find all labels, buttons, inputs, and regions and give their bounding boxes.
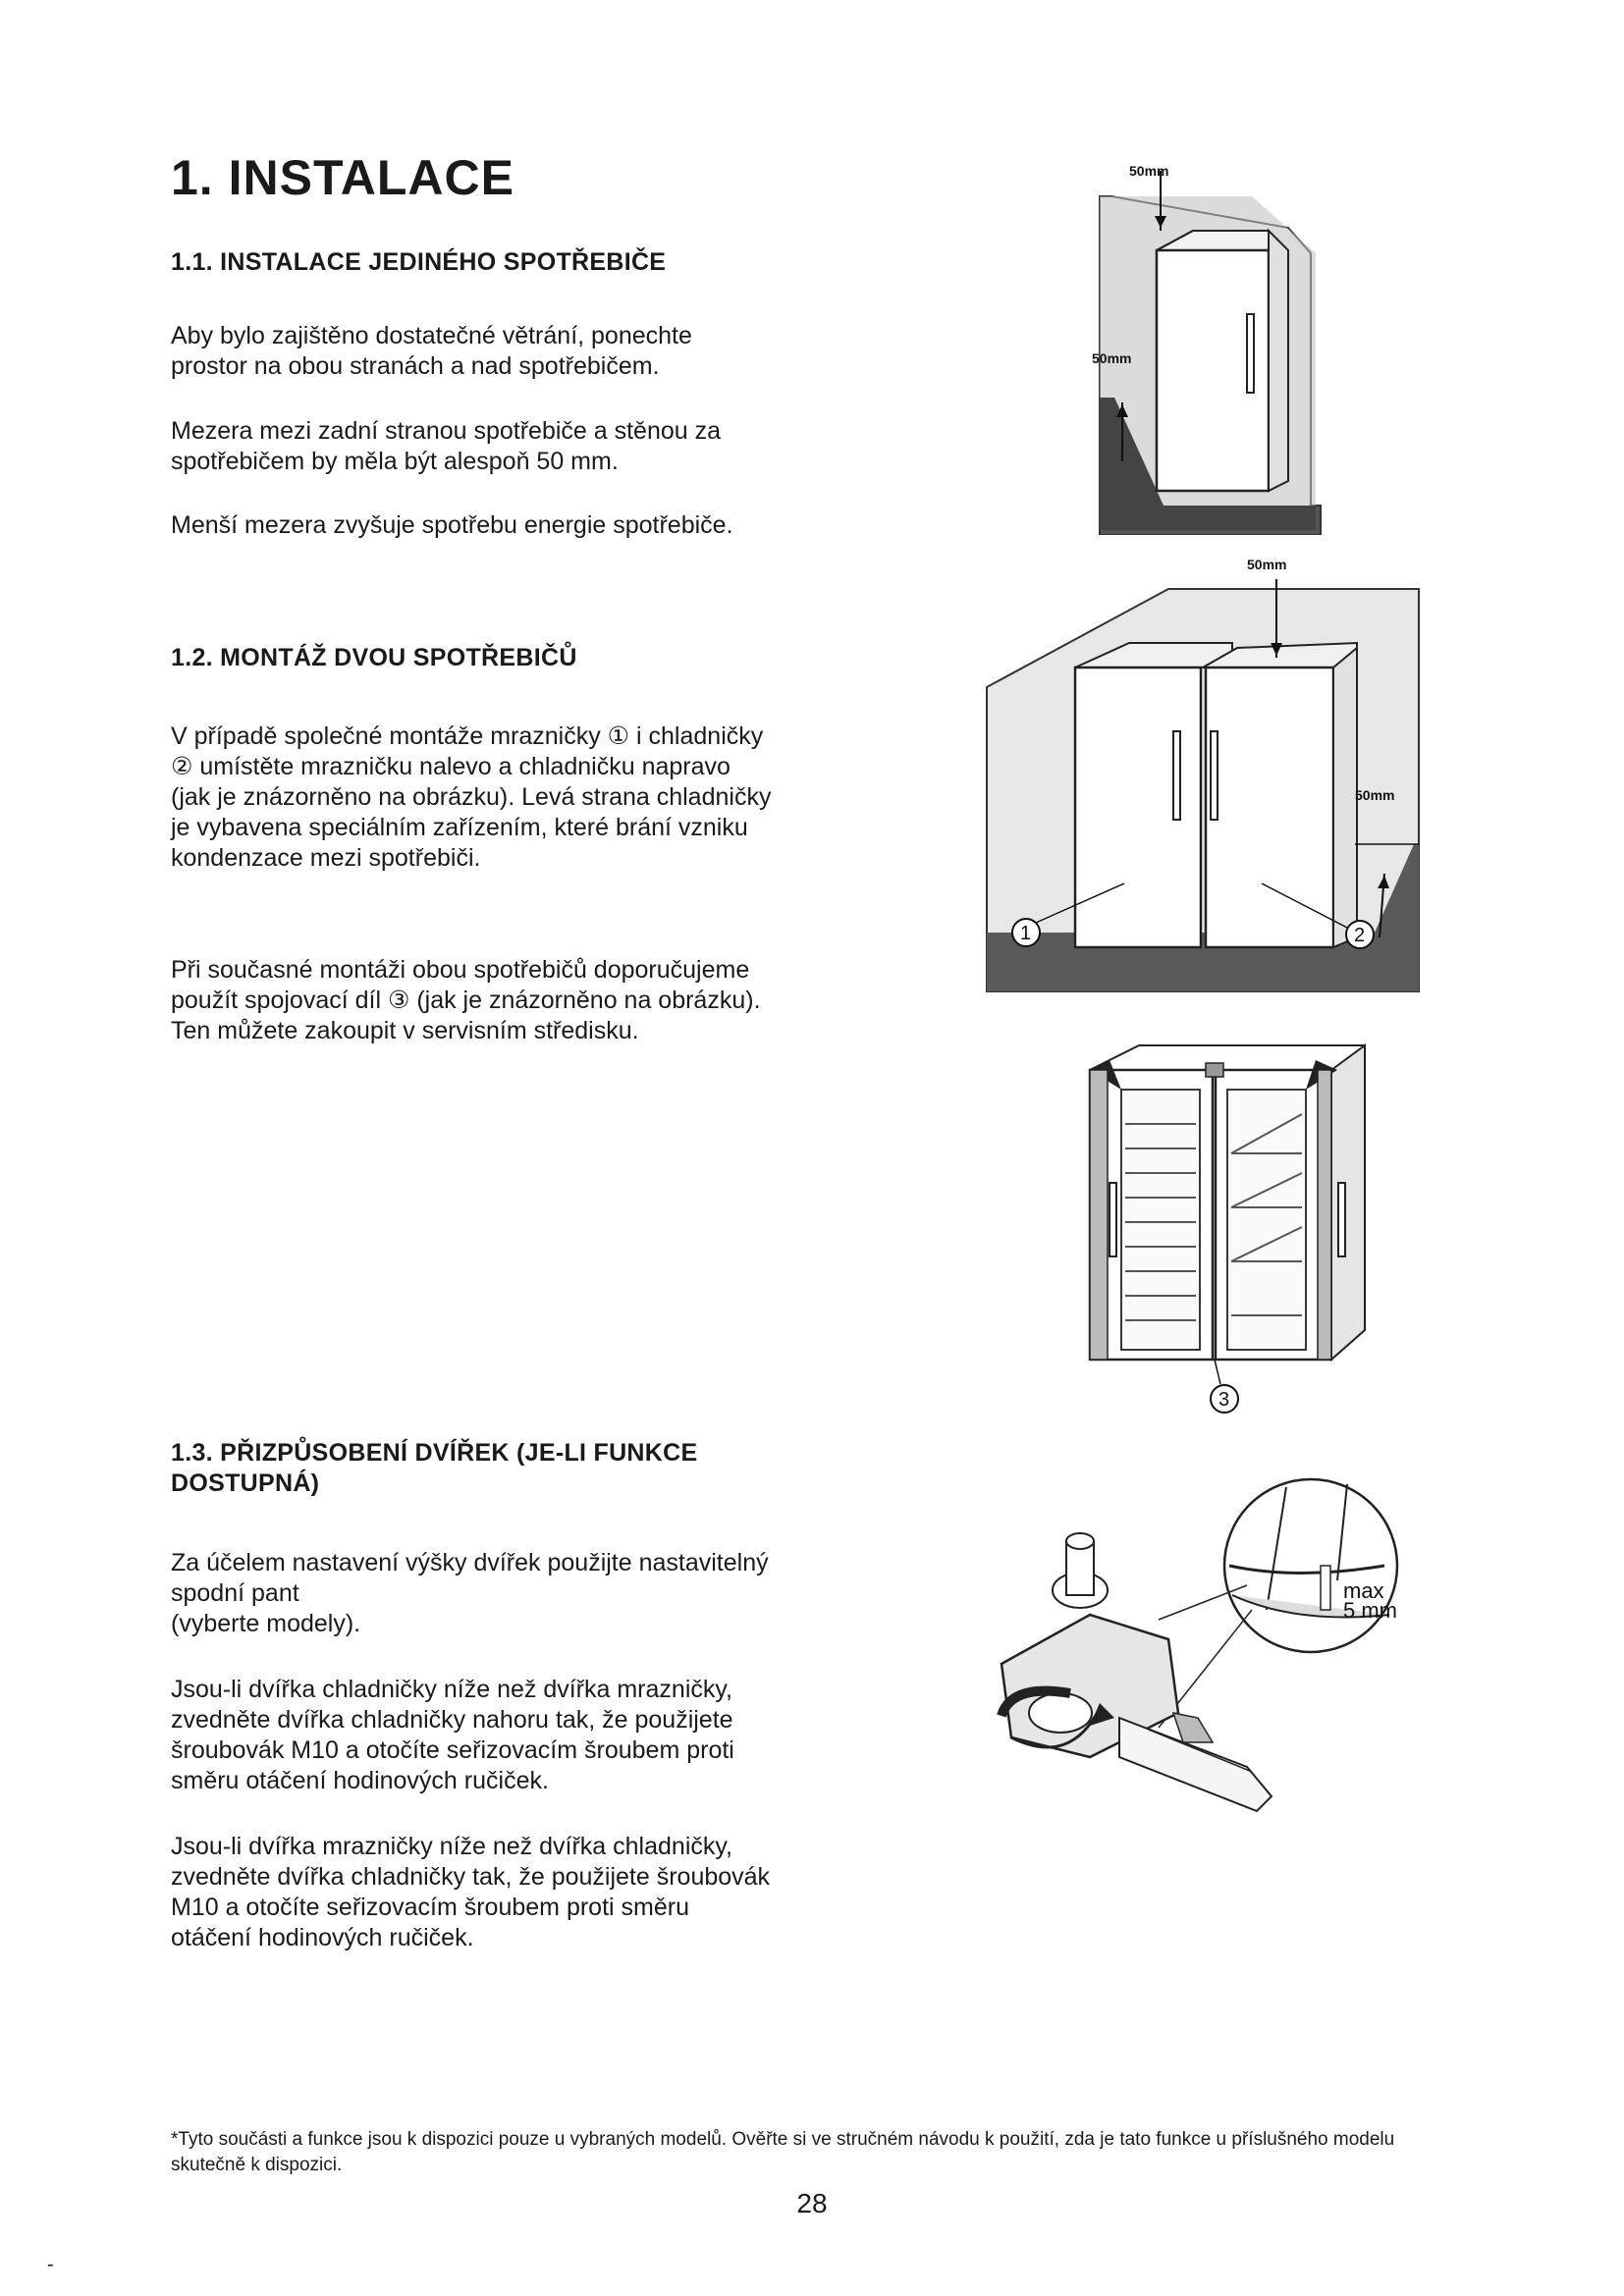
- section-title-double: 1.2. MONTÁŽ DVOU SPOTŘEBIČŮ: [171, 644, 577, 671]
- dim-side-gap: 50mm: [1355, 787, 1395, 803]
- section-title-single: 1.1. INSTALACE JEDINÉHO SPOTŘEBIČE: [171, 248, 667, 276]
- margin-mark: -: [47, 2254, 54, 2275]
- label-freezer-1: 1: [1020, 923, 1032, 944]
- label-connector-3: 3: [1218, 1389, 1230, 1411]
- hinge-figure: [972, 1472, 1424, 1904]
- label-fridge-2: 2: [1354, 925, 1366, 946]
- connector-figure: [1080, 1036, 1375, 1438]
- dim-back-gap: 50mm: [1092, 350, 1132, 366]
- paragraph: Menší mezera zvyšuje spotřebu energie spotřebiče.: [171, 511, 733, 539]
- paragraph: Jsou-li dvířka mrazničky níže než dvířka chladničky, zvedněte dvířka chladničky tak, že použijete šroubovák M10 a otočíte seřizovacím šroubem proti směru otáčení hodinových ručiček.: [171, 1833, 771, 1951]
- hinge-max-label: max: [1343, 1578, 1384, 1603]
- double-appliance-figure: [982, 550, 1434, 1001]
- paragraph: Za účelem nastavení výšky dvířek použijte nastavitelný spodní pant (vyberte modely).: [171, 1549, 769, 1637]
- page-number: 28: [796, 2188, 828, 2218]
- paragraph: Při současné montáži obou spotřebičů doporučujeme použít spojovací díl ③ (jak je znázorněno na obrázku). Ten můžete zakoupit v servisním středisku.: [171, 956, 761, 1044]
- hinge-max-value: 5 mm: [1343, 1598, 1397, 1623]
- single-appliance-figure: [1080, 157, 1335, 535]
- paragraph: V případě společné montáže mrazničky ① i chladničky ② umístěte mrazničku nalevo a chladničku napravo (jak je znázorněno na obrázku). Levá strana chladničky je vybavena speciálním zařízením, které brání vzniku kondenzace mezi spotřebiči.: [171, 722, 772, 872]
- dim-top-gap: 50mm: [1129, 163, 1169, 179]
- paragraph: Jsou-li dvířka chladničky níže než dvířka mrazničky, zvedněte dvířka chladničky nahoru tak, že použijete šroubovák M10 a otočíte seřizovacím šroubem proti směru otáčení hodinových ručiček.: [171, 1676, 734, 1794]
- paragraph: Aby bylo zajištěno dostatečné větrání, ponechte prostor na obou stranách a nad spotřebičem.: [171, 322, 692, 380]
- dim-top-gap: 50mm: [1247, 557, 1287, 572]
- page-title: 1. INSTALACE: [171, 150, 514, 205]
- footnote: *Tyto součásti a funkce jsou k dispozici pouze u vybraných modelů. Ověřte si ve stručném návodu k použití, zda je tato funkce u příslušného modelu skutečně k dispozici.: [171, 2129, 1395, 2175]
- section-title-door: 1.3. PŘIZPŮSOBENÍ DVÍŘEK (JE-LI FUNKCE DOSTUPNÁ): [171, 1439, 698, 1497]
- paragraph: Mezera mezi zadní stranou spotřebiče a stěnou za spotřebičem by měla být alespoň 50 mm.: [171, 417, 722, 475]
